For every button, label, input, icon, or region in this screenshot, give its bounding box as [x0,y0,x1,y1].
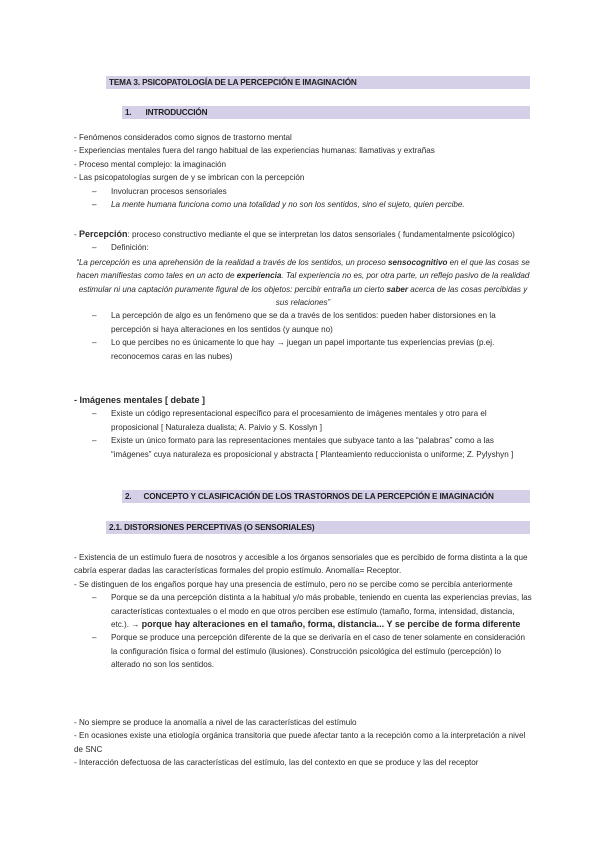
subitem-text: Porque se da una percepción distinta a la habitual y/o más probable, teniendo en cuenta las experiencias previas, las características contextuales o el modo en que otros perciben ese estímulo (tamaño, forma, intensidad, distancia, etc.). → [111,593,532,630]
perception-definition [74,228,532,241]
term-experiencia: experiencia [236,271,282,281]
intro-line: - Experiencias mentales fuera del rango habitual de las experiencias humanas: llamativas y extrañas [74,146,435,156]
dash: - [74,230,79,239]
quote-part: “La percepción es una aprehensión de la realidad a través de los sentidos, un proceso [76,257,389,267]
perception-subitem: – La percepción de algo es un fenómeno que se da a través de los sentidos: pueden haber distorsiones en la percepción si haya alteraciones en los sentidos (y aunque no) [92,309,532,336]
section-1-heading [122,106,530,119]
distortion-subitem [92,591,532,631]
final-point: - En ocasiones existe una etiología orgánica transitoria que puede afectar tanto a la recepción como a la interpretación a nivel de SNC [74,731,526,754]
section-number: 2. [125,492,132,501]
subsection-2-1-heading [106,521,530,534]
subsection-title: 2.1. DISTORSIONES PERCEPTIVAS (O SENSORIALES) [109,523,315,532]
distortions-block [74,551,532,672]
final-point: - No siempre se produce la anomalía a nivel de las características del estímulo [74,718,357,727]
chapter-title [106,76,530,89]
perception-block [74,228,532,363]
intro-line: - Proceso mental complejo: la imaginación [74,159,227,169]
distortion-point: - Existencia de un estímulo fuera de nosotros y accesible a los órganos sensoriales que es percibido de forma distinta a la que cabría esperar dadas las características formales del propio estímulo. Anomalía= Receptor. [74,553,528,576]
section-2-heading [122,490,530,503]
quote-part: acerca de las cosas percibidas y sus relaciones” [275,284,528,308]
final-block [74,716,532,770]
definition-quote [74,256,532,310]
images-subitem: – Existe un código representacional específico para el procesamiento de imágenes mentales y otro para el proposicional [ Naturaleza dualista; A. Paivio y S. Kosslyn ] [92,407,532,434]
distortion-subitem: – Porque se produce una percepción diferente de la que se derivaría en el caso de tener solamente en consideración la configuración física o formal del estímulo (ilusiones). Construcción psicológica del estímulo (percepción) lo alterado no son los sentidos. [92,631,532,671]
intro-line: - Las psicopatologías surgen de y se imbrican con la percepción [74,173,305,183]
distortion-point: - Se distinguen de los engaños porque hay una presencia de estímulo, pero no se percibe como se percibía anteriormente [74,579,513,589]
subitem-bold: porque hay alteraciones en el tamaño, forma, distancia... Y se percibe de forma diferente [141,619,521,630]
intro-subitem: – La mente humana funciona como una totalidad y no son los sentidos, sino el sujeto, quien percibe. [92,198,532,211]
section-title: INTRODUCCIÓN [145,108,208,117]
perception-subitem: – Lo que percibes no es únicamente lo que hay → juegan un papel importante tus experiencias previas (p.ej. reconocemos caras en las nubes) [92,336,532,363]
perception-text: : proceso constructivo mediante el que se interpretan los datos sensoriales ( fundamentalmente psicológico) [127,230,515,239]
definition-label: – Definición: [92,241,532,254]
quote-part: en el que las cosas se hacen manifiestas como tales en un acto de [76,257,530,281]
quote-part: . Tal experiencia no es, por otra parte, un reflejo pasivo de la realidad estimular ni una captación puramente figural de los objetos: percibir entraña un cierto [78,271,530,294]
final-point: - Interacción defectuosa de las características del estímulo, las del contexto en que se produce y las del receptor [74,758,479,768]
section-title: CONCEPTO Y CLASIFICACIÓN DE LOS TRASTORNOS DE LA PERCEPCIÓN E IMAGINACIÓN [143,492,494,501]
term-saber: saber [386,284,409,294]
section-number: 1. [125,108,132,117]
images-heading: - Imágenes mentales [ debate ] [74,395,206,405]
images-block [74,394,532,461]
images-subitem: – Existe un único formato para las representaciones mentales que subyace tanto a las “palabras” como a las “imágenes” cuya naturaleza es proposicional y abstracta [ Planteamiento reduccionista o uniforme; Z. Pylyshyn ] [92,434,532,461]
intro-block [74,131,532,211]
chapter-title-text: TEMA 3. PSICOPATOLOGÍA DE LA PERCEPCIÓN E IMAGINACIÓN [109,78,357,87]
intro-line: - Fenómenos considerados como signos de trastorno mental [74,133,292,142]
intro-subitem: – Involucran procesos sensoriales [92,185,532,198]
term-sensocognitivo: sensocognitivo [388,257,448,267]
term-percepcion: Percepción [78,229,128,239]
